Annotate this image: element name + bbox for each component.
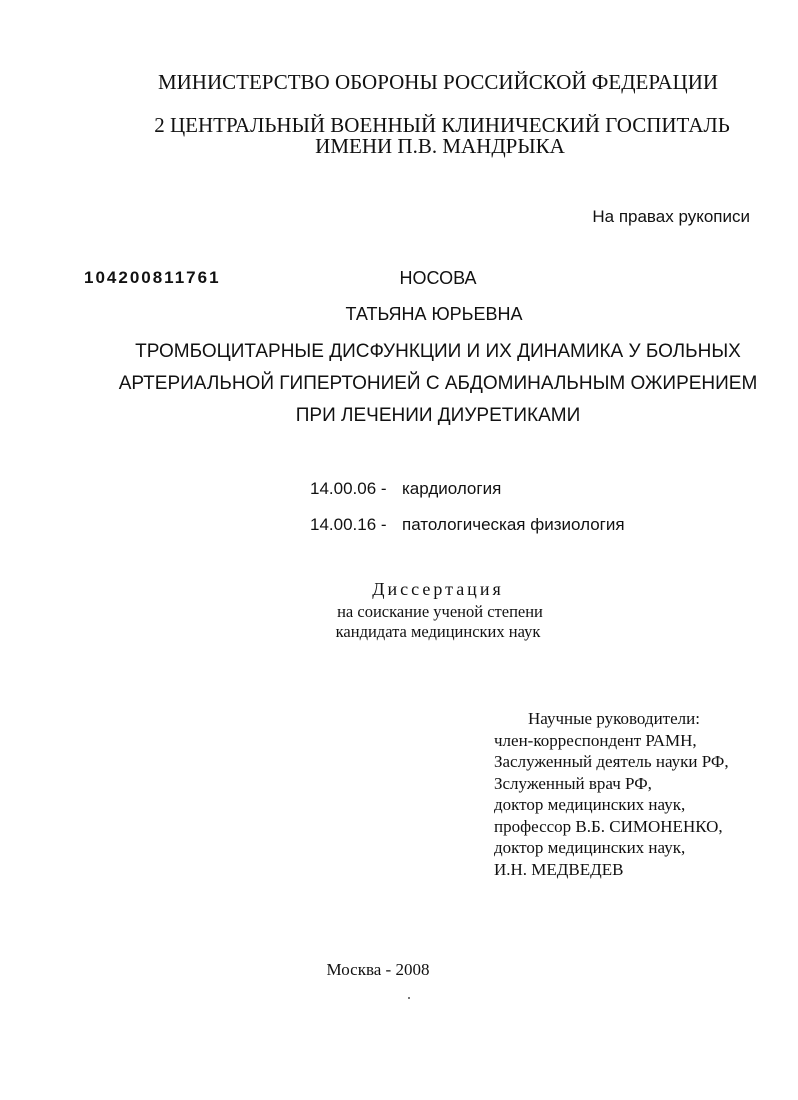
dissertation-title-line2: АРТЕРИАЛЬНОЙ ГИПЕРТОНИЕЙ С АБДОМИНАЛЬНЫМ ОЖИРЕНИЕМ [118,373,758,394]
supervisors-block [494,708,729,880]
scan-speck [408,997,410,999]
manuscript-note: На правах рукописи [592,207,750,226]
supervisor-line: доктор медицинских наук, [494,795,686,814]
specialty-name: кардиология [402,479,502,498]
degree-line2: кандидата медицинских наук [335,622,541,641]
dissertation-title-line1: ТРОМБОЦИТАРНЫЕ ДИСФУНКЦИИ И ИХ ДИНАМИКА У БОЛЬНЫХ [135,341,741,362]
city-year: Москва - 2008 [326,960,430,979]
hospital-heading-line2: ИМЕНИ П.В. МАНДРЫКА [315,134,565,158]
supervisor-line: профессор В.Б. СИМОНЕНКО, [494,816,723,836]
supervisors-heading: Научные руководители: [528,709,700,728]
dissertation-title-line3: ПРИ ЛЕЧЕНИИ ДИУРЕТИКАМИ [295,405,581,426]
specialty-name: патологическая физиология [402,515,625,534]
supervisor-line: Заслуженный деятель науки РФ, [494,752,729,771]
supervisor-line: член-корреспондент РАМН, [494,730,697,750]
supervisor-line: И.Н. МЕДВЕДЕВ [494,859,624,879]
dissertation-heading: Диссертация [372,579,504,599]
specialty-row [310,515,625,535]
specialty-code: 14.00.16 - [310,515,387,534]
specialty-code: 14.00.06 - [310,479,387,498]
author-given-names: ТАТЬЯНА ЮРЬЕВНА [345,304,523,324]
hospital-heading-line1: 2 ЦЕНТРАЛЬНЫЙ ВОЕННЫЙ КЛИНИЧЕСКИЙ ГОСПИТАЛЬ [154,113,730,137]
ministry-heading: МИНИСТЕРСТВО ОБОРОНЫ РОССИЙСКОЙ ФЕДЕРАЦИИ [157,70,719,94]
degree-line1: на соискание ученой степени [337,602,543,621]
supervisor-line: доктор медицинских наук, [494,838,686,857]
supervisor-line: Зслуженный врач РФ, [494,773,652,793]
specialty-row [310,479,501,499]
registration-number: 104200811761 [84,268,221,287]
author-surname: НОСОВА [399,268,477,288]
